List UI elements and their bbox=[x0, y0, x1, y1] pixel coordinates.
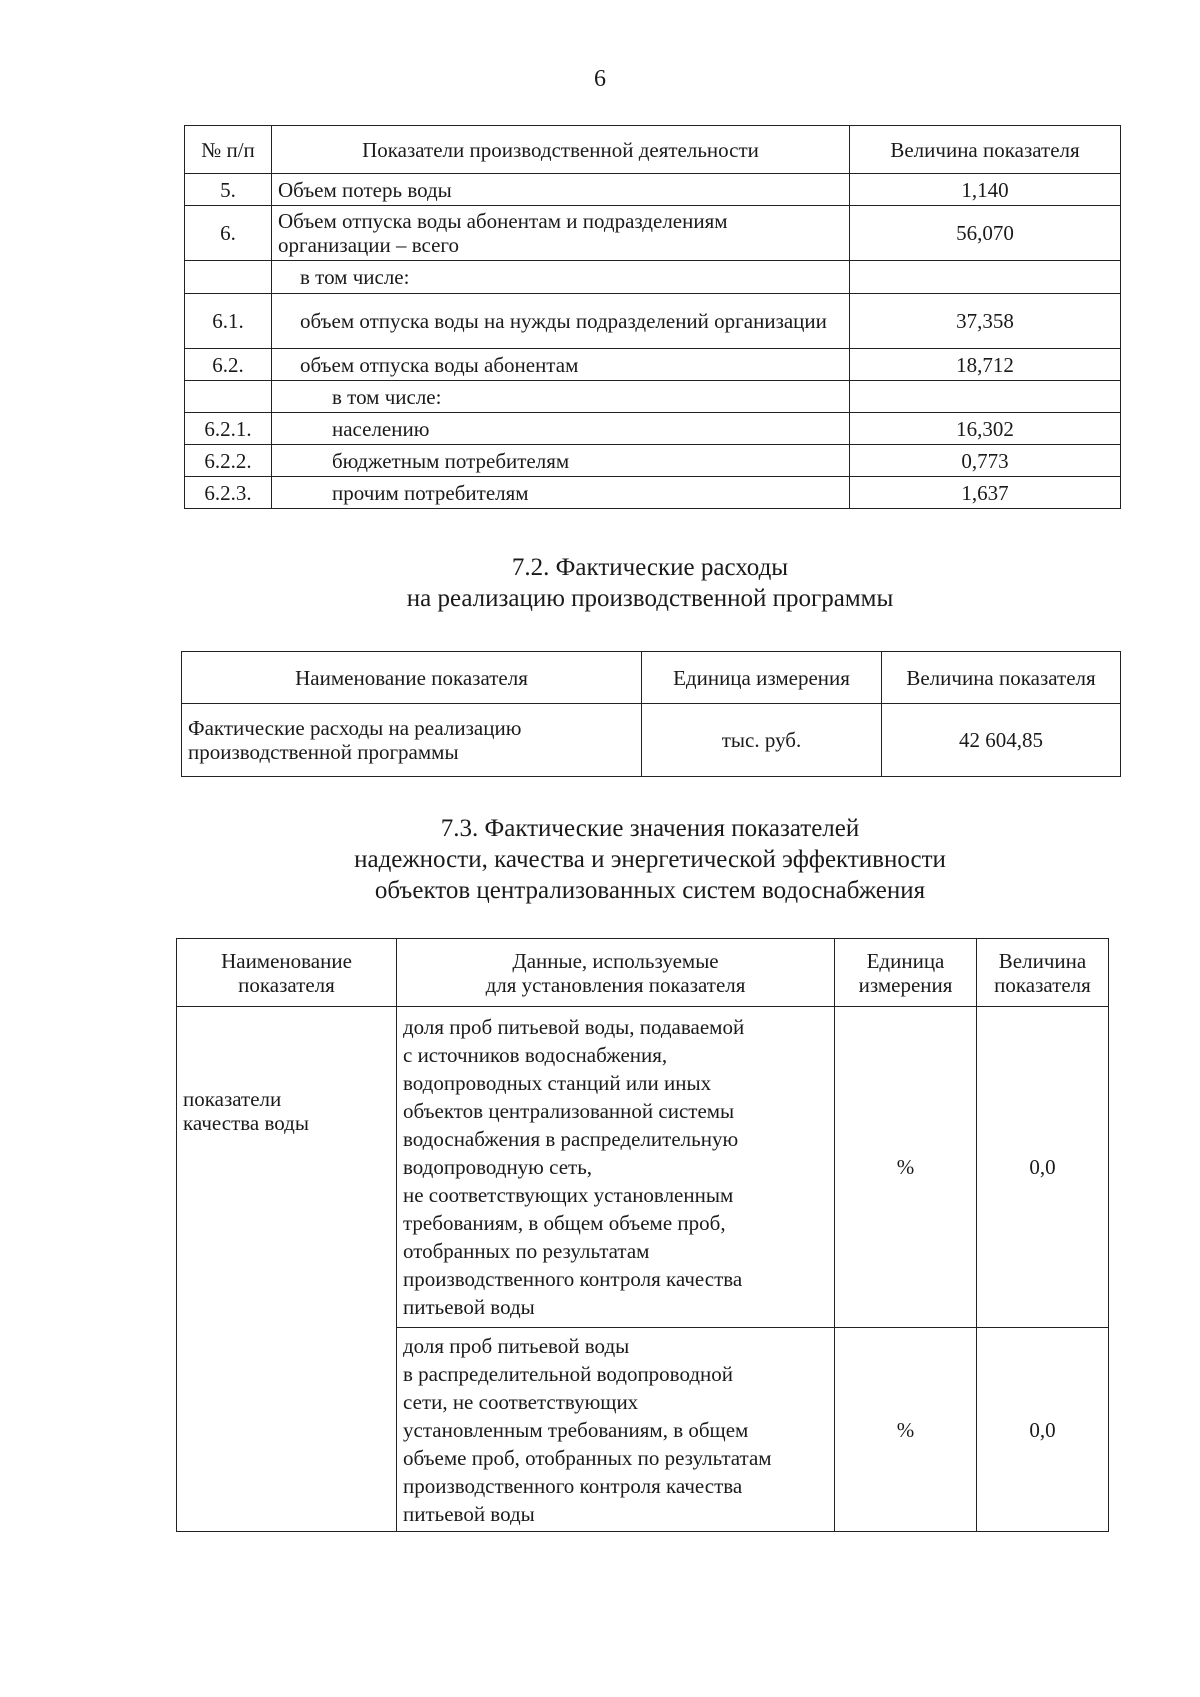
header-name: Наименование показателя bbox=[177, 939, 397, 1007]
group-label-text: показатели качества воды bbox=[183, 1087, 309, 1135]
header-value: Величина показателя bbox=[882, 652, 1121, 704]
title-line: 7.2. Фактические расходы bbox=[511, 554, 789, 581]
row-num: 6.2.2. bbox=[185, 445, 272, 477]
row-num: 6.2.1. bbox=[185, 413, 272, 445]
production-indicators-table bbox=[184, 125, 1121, 509]
row-num: 5. bbox=[185, 174, 272, 206]
row-value: 16,302 bbox=[850, 413, 1121, 445]
row-num: 6.2. bbox=[185, 349, 272, 381]
row-value: 0,0 bbox=[977, 1007, 1109, 1328]
header-name: Наименование показателя bbox=[182, 652, 642, 704]
row-unit: % bbox=[835, 1007, 977, 1328]
row-value: 0,773 bbox=[850, 445, 1121, 477]
row-value: 37,358 bbox=[850, 294, 1121, 349]
row-label: в том числе: bbox=[272, 381, 850, 413]
row-name: Фактические расходы на реализацию производственной программы bbox=[182, 704, 642, 777]
table-row bbox=[185, 261, 1121, 294]
header-data: Данные, используемые для установления показателя bbox=[397, 939, 835, 1007]
table-row bbox=[185, 349, 1121, 381]
title-line: надежности, качества и энергетической эффективности bbox=[354, 846, 946, 873]
row-num: 6.2.3. bbox=[185, 477, 272, 509]
row-value: 1,637 bbox=[850, 477, 1121, 509]
row-num bbox=[185, 261, 272, 294]
table-row bbox=[185, 445, 1121, 477]
row-label: Объем отпуска воды абонентам и подразделениям организации – всего bbox=[272, 206, 850, 261]
table-row bbox=[185, 174, 1121, 206]
page-number: 6 bbox=[594, 66, 606, 92]
row-label: в том числе: bbox=[272, 261, 850, 294]
table-row bbox=[182, 704, 1121, 777]
header-unit: Единица измерения bbox=[642, 652, 882, 704]
row-data: доля проб питьевой воды в распределительной водопроводной сети, не соответствующих установленным требованиям, в общем объеме проб, отобранных по результатам производственного контроля качества питьевой воды bbox=[397, 1328, 835, 1532]
row-unit: % bbox=[835, 1328, 977, 1532]
header-indicator: Показатели производственной деятельности bbox=[272, 126, 850, 174]
header-value: Величина показателя bbox=[850, 126, 1121, 174]
row-label: объем отпуска воды на нужды подразделений организации bbox=[272, 294, 850, 349]
table-row bbox=[185, 381, 1121, 413]
row-label: бюджетным потребителям bbox=[272, 445, 850, 477]
row-unit: тыс. руб. bbox=[642, 704, 882, 777]
expenses-table bbox=[181, 651, 1121, 777]
row-label: населению bbox=[272, 413, 850, 445]
row-label: прочим потребителям bbox=[272, 477, 850, 509]
row-value: 18,712 bbox=[850, 349, 1121, 381]
row-num bbox=[185, 381, 272, 413]
header-unit: Единица измерения bbox=[835, 939, 977, 1007]
section-7-3-title bbox=[0, 813, 1200, 906]
section-7-2-title bbox=[0, 552, 1200, 614]
table-header-row bbox=[177, 939, 1109, 1007]
row-value bbox=[850, 261, 1121, 294]
title-line: объектов централизованных систем водоснабжения bbox=[374, 877, 926, 904]
row-label: Объем потерь воды bbox=[272, 174, 850, 206]
table-row bbox=[185, 206, 1121, 261]
quality-indicators-table bbox=[176, 938, 1109, 1532]
group-label bbox=[177, 1007, 397, 1532]
table-row bbox=[185, 477, 1121, 509]
row-value bbox=[850, 381, 1121, 413]
header-value: Величина показателя bbox=[977, 939, 1109, 1007]
table-row bbox=[185, 294, 1121, 349]
table-header-row bbox=[182, 652, 1121, 704]
table-row bbox=[185, 413, 1121, 445]
row-num: 6.1. bbox=[185, 294, 272, 349]
row-value: 0,0 bbox=[977, 1328, 1109, 1532]
title-line: 7.3. Фактические значения показателей bbox=[440, 815, 860, 842]
row-label: объем отпуска воды абонентам bbox=[272, 349, 850, 381]
row-data: доля проб питьевой воды, подаваемой с источников водоснабжения, водопроводных станций или иных объектов централизованной системы водоснабжения в распределительную водопроводную сеть, не соответствующих установленным требованиям, в общем объеме проб, отобранных по результатам производственного контроля качества питьевой воды bbox=[397, 1007, 835, 1328]
row-value: 1,140 bbox=[850, 174, 1121, 206]
row-num: 6. bbox=[185, 206, 272, 261]
header-num: № п/п bbox=[185, 126, 272, 174]
table-header-row bbox=[185, 126, 1121, 174]
row-value: 42 604,85 bbox=[882, 704, 1121, 777]
table-row bbox=[177, 1007, 1109, 1328]
title-line: на реализацию производственной программы bbox=[406, 585, 894, 612]
row-value: 56,070 bbox=[850, 206, 1121, 261]
